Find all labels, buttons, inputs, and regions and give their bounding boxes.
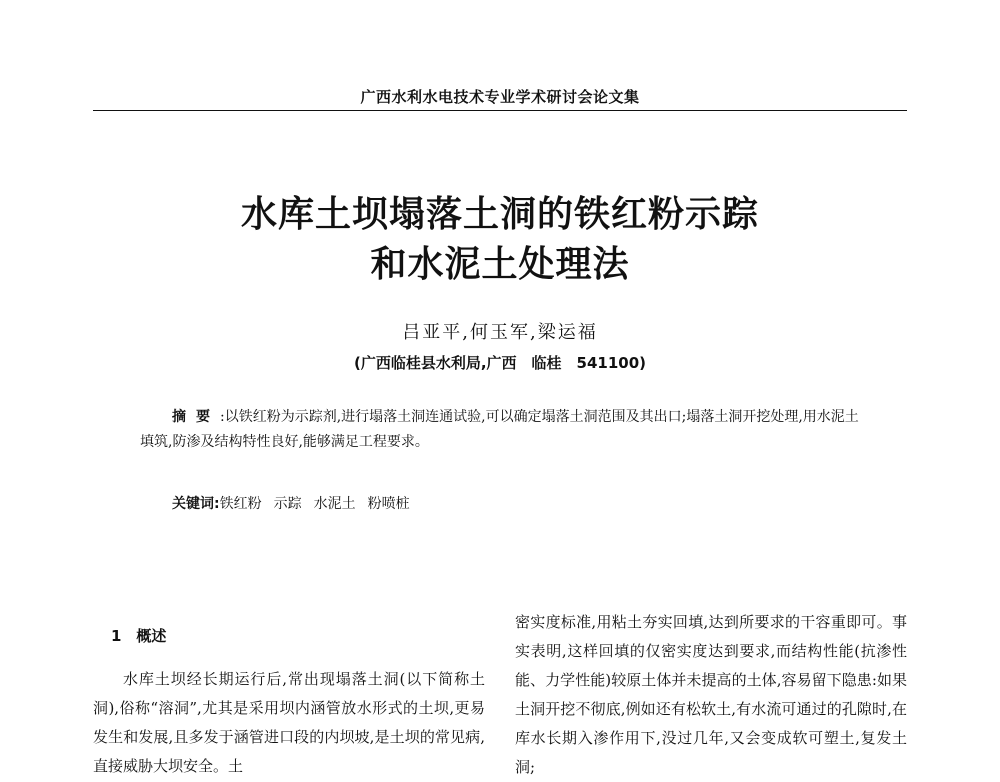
paper-title-line-1: 水库土坝塌落土洞的铁红粉示踪 <box>240 193 759 235</box>
abstract <box>140 405 862 455</box>
paper-title-line-2: 和水泥土处理法 <box>370 243 630 285</box>
keywords-label: 关键词: <box>172 496 220 512</box>
keyword: 水泥土 <box>313 496 356 512</box>
body-column-left <box>93 622 485 781</box>
section-heading: 1 概述 <box>111 627 167 645</box>
keywords <box>172 493 422 513</box>
header-rule <box>93 110 907 111</box>
body-paragraph: 密实度标准,用粘土夯实回填,达到所要求的干容重即可。事实表明,这样回填的仅密实度达到要求,而结构性能(抗渗性能、力学性能)较原土体并未提高的土体,容易留下隐患:如果土洞开挖不彻底,例如还有松软土,有水流可通过的孔隙时,在库水长期入渗作用下,没过几年,又会变成软可塑土,复发土洞; <box>515 613 907 776</box>
keyword: 铁红粉 <box>219 496 262 512</box>
body-column-right <box>515 608 907 782</box>
keyword: 粉喷桩 <box>367 496 410 512</box>
authors: 吕亚平,何玉军,梁运福 <box>402 322 598 343</box>
running-header: 广西水利水电技术专业学术研讨会论文集 <box>360 88 640 106</box>
abstract-label: 摘要 <box>172 409 220 425</box>
abstract-text: :以铁红粉为示踪剂,进行塌落土洞连通试验,可以确定塌落土洞范围及其出口;塌落土洞开挖处理,用水泥土填筑,防渗及结构特性良好,能够满足工程要求。 <box>140 409 859 450</box>
keyword: 示踪 <box>273 496 302 512</box>
body-paragraph: 水库土坝经长期运行后,常出现塌落土洞(以下简称土洞),俗称“溶洞”,尤其是采用坝内涵管放水形式的土坝,更易发生和发展,且多发于涵管进口段的内坝坡,是土坝的常见病,直接威胁大坝安全。土 <box>93 670 485 775</box>
affiliation: (广西临桂县水利局,广西 临桂 541100) <box>353 354 647 372</box>
